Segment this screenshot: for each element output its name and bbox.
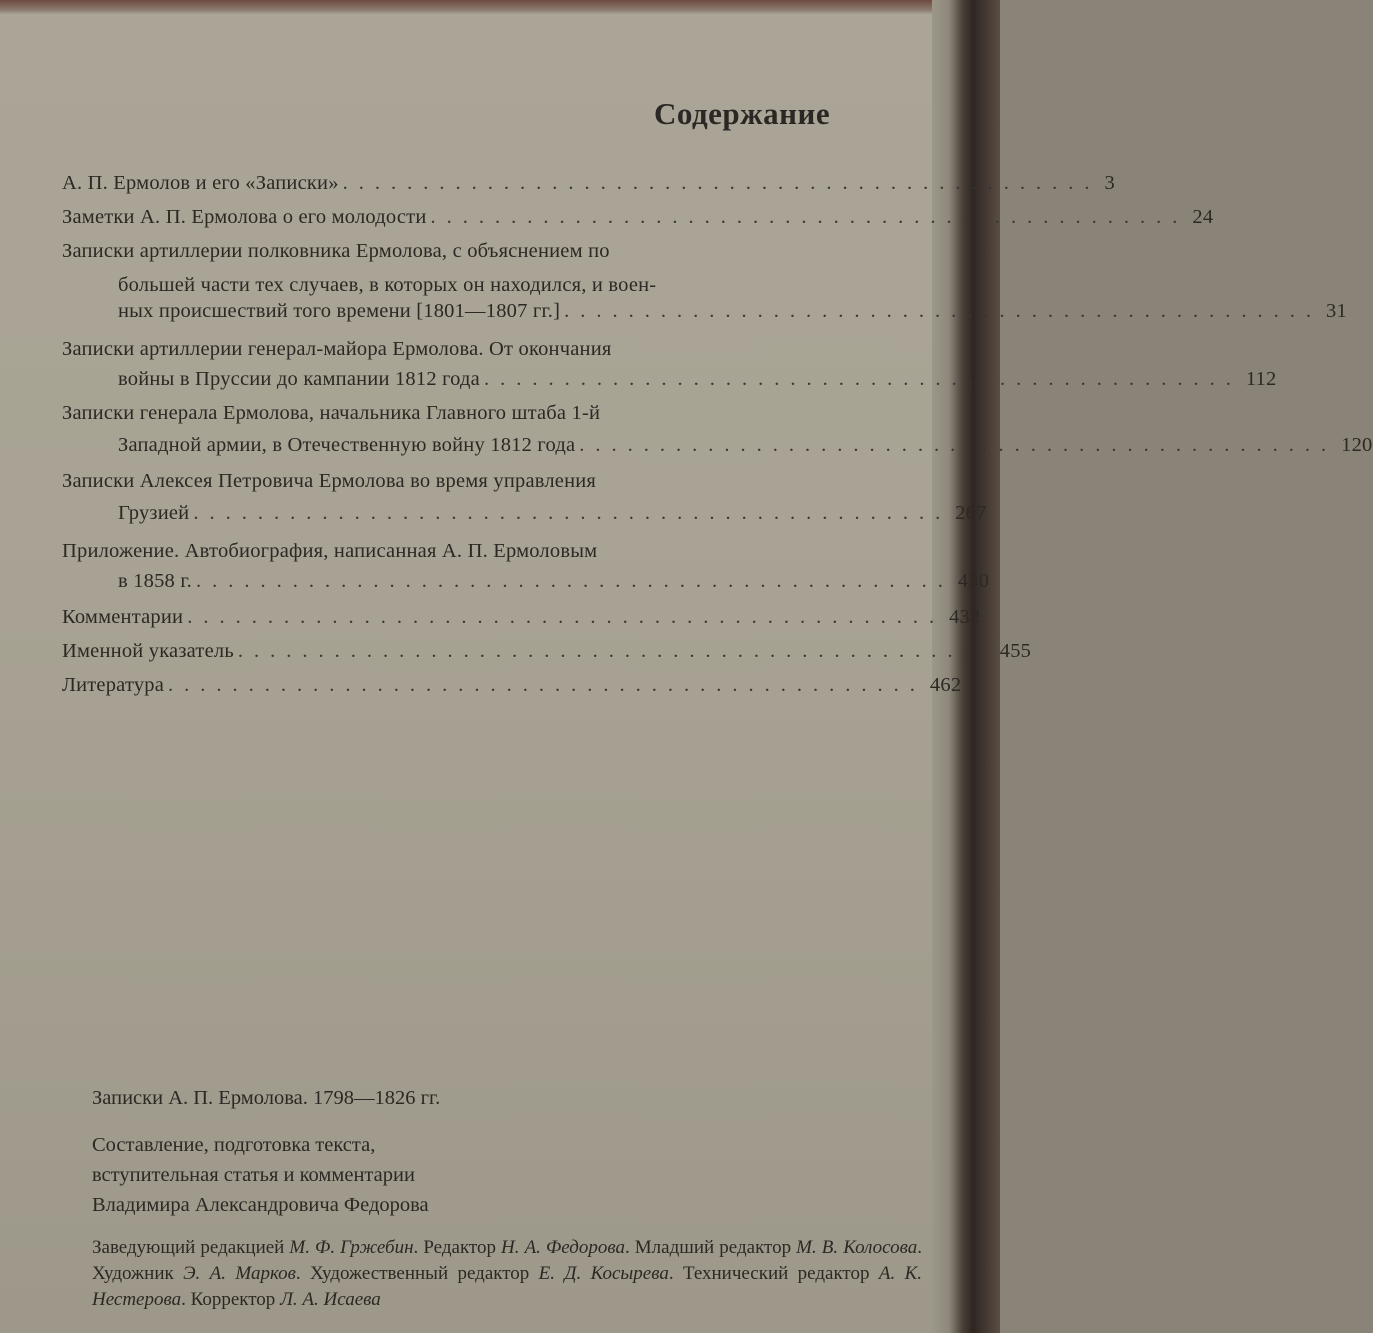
toc-entry-1-page: 3 (1104, 172, 1115, 194)
toc-entry-3-title: ных происшествий того времени [1801—1807 гг.] (118, 300, 561, 322)
toc-entry-7-title: в 1858 г. (118, 570, 192, 592)
credit-name: Э. А. Марков (183, 1263, 296, 1284)
toc-entry-3-page: 31 (1326, 300, 1347, 322)
toc-leader: ............................................... (579, 434, 1338, 456)
contents-heading: Содержание (654, 96, 831, 131)
toc-leader: ............................................... (187, 606, 946, 628)
toc-entry-6 (118, 502, 987, 525)
toc-leader: ............................................... (342, 172, 1101, 194)
book-title: Записки А. П. Ермолова. 1798—1826 гг. (92, 1087, 441, 1109)
toc-entry-6-title: Грузией (118, 502, 190, 524)
toc-leader: ............................................... (483, 368, 1242, 390)
toc-entry-2-title: Заметки А. П. Ермолова о его молодости (62, 206, 427, 228)
toc-entry-8-page: 432 (949, 606, 981, 628)
toc-entry-5-line-1: Записки генерала Ермолова, начальника Главного штаба 1-й (62, 402, 601, 424)
toc-entry-1 (62, 172, 1115, 195)
toc-entry-6-page: 267 (955, 502, 987, 524)
toc-entry-1-title: А. П. Ермолов и его «Записки» (62, 172, 339, 194)
toc-entry-9-title: Именной указатель (62, 640, 234, 662)
toc-entry-8 (62, 606, 981, 629)
toc-entry-5 (118, 434, 1373, 457)
compilation-line-1: Составление, подготовка текста, (92, 1134, 376, 1156)
toc-entry-3-line-1: Записки артиллерии полковника Ермолова, с объяснением по (62, 240, 610, 262)
toc-entry-6-line-1: Записки Алексея Петровича Ермолова во время управления (62, 470, 597, 492)
toc-entry-4-title: войны в Пруссии до кампании 1812 года (118, 368, 480, 390)
credit-name: Л. А. Исаева (280, 1289, 381, 1310)
toc-entry-3-line-2: большей части тех случаев, в которых он находился, и воен- (118, 274, 657, 296)
toc-entry-2 (62, 206, 1214, 229)
toc-entry-9 (62, 640, 1032, 663)
toc-entry-2-page: 24 (1192, 206, 1214, 228)
credit-name: М. Ф. Гржебин (289, 1237, 414, 1258)
toc-entry-4 (118, 368, 1277, 391)
toc-entry-4-line-1: Записки артиллерии генерал-майора Ермолова. От окончания (62, 338, 612, 360)
editorial-credits: Заведующий редакцией М. Ф. Гржебин. Редактор Н. А. Федорова. Младший редактор М. В. Колосова. Художник Э. А. Марков. Художественный редактор Е. Д. Косырева. Технический редактор А. К. Нестерова. Корректор Л. А. Исаева (92, 1237, 922, 1310)
page-gutter-shadow (929, 0, 1000, 1333)
toc-entry-3 (118, 300, 1347, 323)
credit-name: Е. Д. Косырева (538, 1263, 669, 1284)
toc-entry-5-page: 120 (1341, 434, 1373, 456)
page-top-edge (0, 0, 1000, 14)
toc-entry-10 (62, 674, 962, 697)
compilation-line-3: Владимира Александровича Федорова (92, 1194, 429, 1216)
toc-entry-10-page: 462 (929, 674, 962, 696)
toc-entry-10-title: Литература (62, 674, 165, 696)
toc-leader: ............................................... (193, 502, 952, 524)
toc-entry-7 (118, 570, 990, 593)
credit-name: А. К. Нестерова (92, 1263, 922, 1310)
toc-leader: ............................................... (168, 674, 926, 696)
credit-name: М. В. Колосова (796, 1237, 918, 1258)
compilation-line-2: вступительная статья и комментарии (92, 1164, 415, 1186)
toc-entry-7-page: 430 (957, 570, 990, 592)
toc-entry-4-page: 112 (1245, 368, 1277, 390)
credit-name: Н. А. Федорова (501, 1237, 625, 1258)
toc-leader: ............................................... (195, 570, 954, 592)
toc-entry-9-page: 455 (999, 640, 1032, 662)
toc-leader: ............................................... (237, 640, 996, 662)
toc-entry-5-title: Западной армии, в Отечественную войну 1812 года (118, 434, 576, 456)
toc-entry-8-title: Комментарии (62, 606, 184, 628)
toc-leader: ............................................... (430, 206, 1189, 228)
compilation-block (92, 1134, 429, 1224)
toc-leader: ............................................... (564, 300, 1323, 322)
toc-entry-7-line-1: Приложение. Автобиография, написанная А. П. Ермоловым (62, 540, 598, 562)
imprint-title-block (92, 1087, 440, 1110)
